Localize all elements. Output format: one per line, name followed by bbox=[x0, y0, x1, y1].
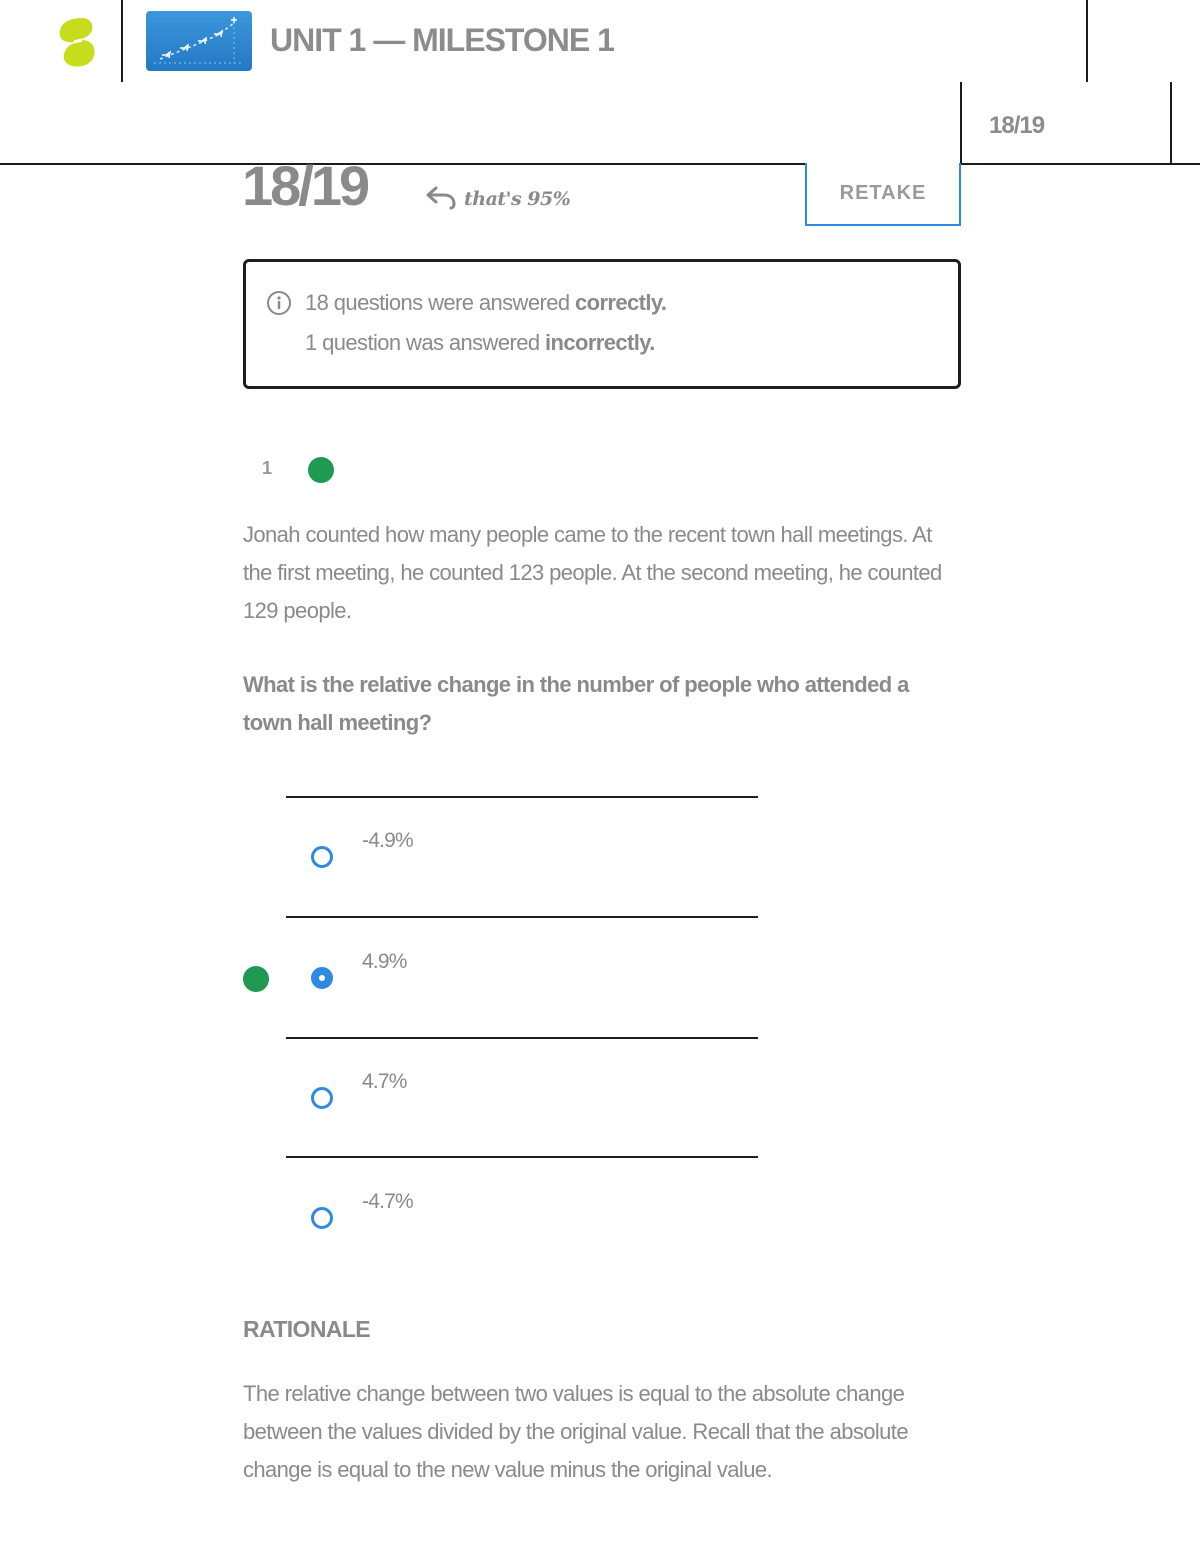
option-label-4: -4.7% bbox=[362, 1190, 413, 1213]
option-divider bbox=[286, 916, 758, 918]
option-label-3: 4.7% bbox=[362, 1070, 407, 1093]
incorrect-count: 1 bbox=[305, 330, 317, 355]
option-radio-4[interactable] bbox=[311, 1207, 333, 1229]
option-divider bbox=[286, 1037, 758, 1039]
rationale-text: The relative change between two values is equal to the absolute change between the values divided by the original value. Recall that the absolute change is equal to the new value minus the original value. bbox=[243, 1381, 908, 1482]
course-title: UNIT 1 — MILESTONE 1 bbox=[270, 22, 614, 58]
option-radio-2[interactable] bbox=[311, 967, 333, 989]
sophia-logo-icon[interactable] bbox=[52, 14, 100, 70]
header-right-divider bbox=[1086, 0, 1088, 82]
score-value: 18/19 bbox=[242, 154, 368, 217]
percent-annotation bbox=[424, 183, 570, 215]
curved-return-arrow-icon bbox=[424, 184, 458, 215]
info-icon bbox=[266, 290, 292, 316]
option-radio-3[interactable] bbox=[311, 1087, 333, 1109]
question-correct-indicator bbox=[308, 457, 334, 483]
rationale-heading: RATIONALE bbox=[243, 1316, 371, 1342]
summary-correct-line bbox=[305, 290, 666, 316]
question-number: 1 bbox=[262, 458, 273, 478]
header-bottom-border bbox=[0, 163, 1200, 165]
summary-incorrect-line bbox=[305, 330, 655, 356]
percent-note: that's 95% bbox=[464, 188, 571, 210]
score-tab-right-border bbox=[1170, 82, 1172, 164]
option-divider bbox=[286, 1156, 758, 1158]
correct-word: correctly. bbox=[575, 290, 667, 315]
results-summary-box bbox=[243, 259, 961, 389]
retake-button[interactable]: RETAKE bbox=[805, 163, 961, 226]
question-text: Jonah counted how many people came to the recent town hall meetings. At the first meeting, he counted 123 people. At the second meeting, he counted 129 people. bbox=[243, 522, 942, 623]
correct-count: 18 bbox=[305, 290, 329, 315]
option-radio-1[interactable] bbox=[311, 846, 333, 868]
correct-mid-text: questions were answered bbox=[333, 290, 570, 315]
score-tab[interactable]: 18/19 bbox=[989, 112, 1045, 139]
incorrect-mid-text: question was answered bbox=[322, 330, 540, 355]
correct-answer-indicator bbox=[243, 966, 269, 992]
option-label-1: -4.9% bbox=[362, 829, 413, 852]
course-chart-icon bbox=[146, 11, 252, 71]
score-tab-left-border bbox=[960, 82, 962, 164]
incorrect-word: incorrectly. bbox=[545, 330, 655, 355]
option-divider bbox=[286, 796, 758, 798]
option-label-2: 4.9% bbox=[362, 950, 407, 973]
header-divider bbox=[121, 0, 123, 82]
question-prompt: What is the relative change in the number of people who attended a town hall meeting? bbox=[243, 672, 909, 735]
